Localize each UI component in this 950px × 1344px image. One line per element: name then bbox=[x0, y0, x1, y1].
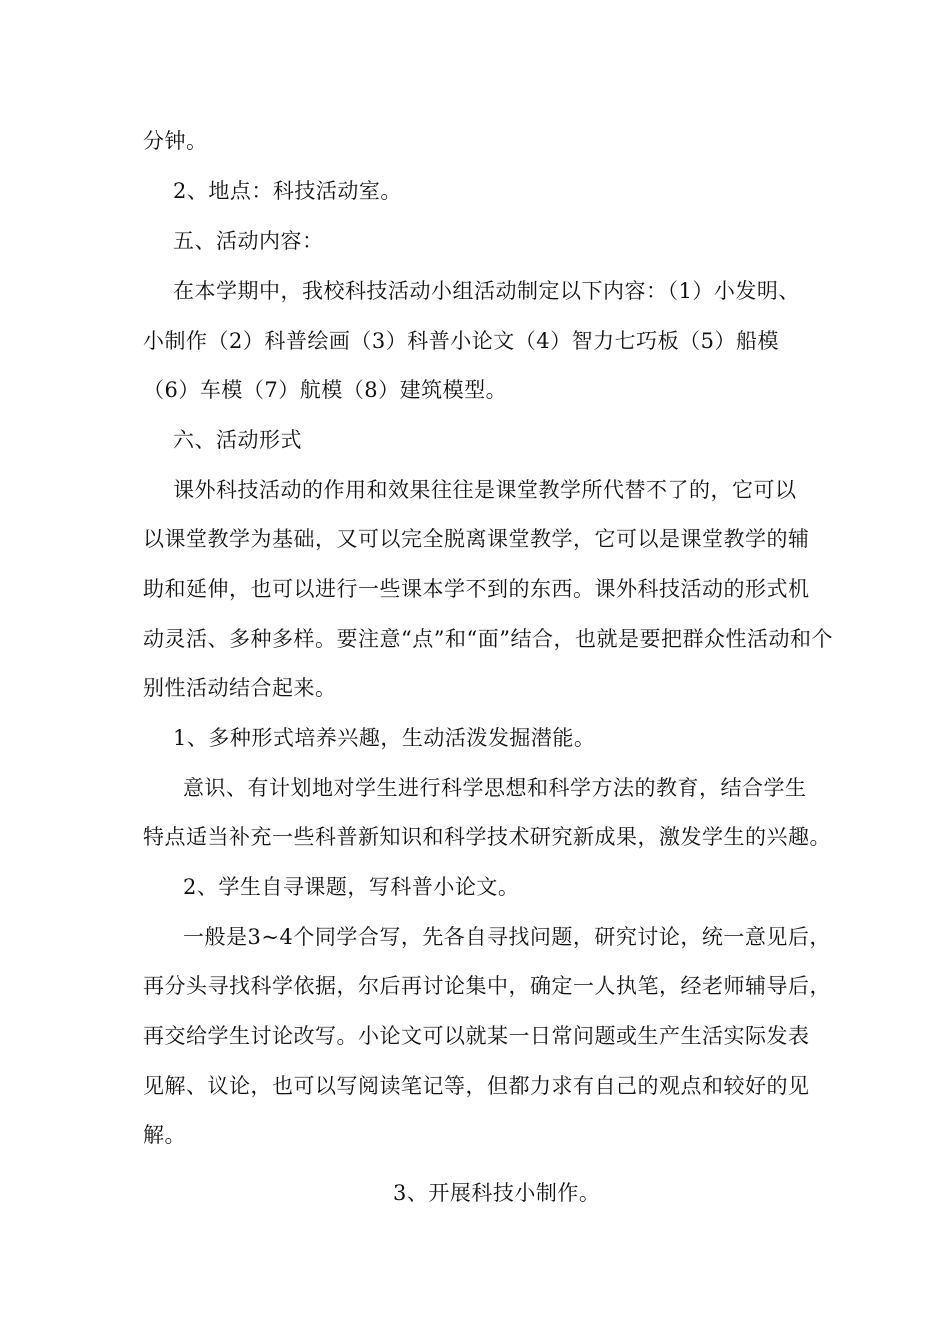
text-line-10: 助和延伸，也可以进行一些课本学不到的东西。课外科技活动的形式机 bbox=[143, 577, 810, 601]
text-line-22: 3、开展科技小制作。 bbox=[393, 1181, 601, 1205]
text-line-20: 见解、议论，也可以写阅读笔记等，但都力求有自己的观点和较好的见 bbox=[143, 1074, 810, 1098]
text-line-6: （6）车模（7）航模（8）建筑模型。 bbox=[143, 378, 508, 402]
text-line-3: 五、活动内容： bbox=[173, 229, 324, 253]
text-line-8: 课外科技活动的作用和效果往往是课堂教学所代替不了的，它可以 bbox=[173, 478, 797, 502]
text-line-2: 2、地点：科技活动室。 bbox=[173, 179, 402, 203]
text-line-18: 再分头寻找科学依据，尔后再讨论集中，确定一人执笔，经老师辅导后， bbox=[143, 974, 831, 998]
text-line-16: 2、学生自寻课题，写科普小论文。 bbox=[183, 875, 520, 899]
text-line-11: 动灵活、多种多样。要注意“点”和“面”结合，也就是要把群众性活动和个 bbox=[143, 627, 833, 651]
text-line-5: 小制作（2）科普绘画（3）科普小论文（4）智力七巧板（5）船模 bbox=[143, 329, 779, 353]
text-line-7: 六、活动形式 bbox=[173, 428, 302, 452]
text-line-13: 1、多种形式培养兴趣，生动活泼发掘潜能。 bbox=[173, 726, 596, 750]
text-line-19: 再交给学生讨论改写。小论文可以就某一日常问题或生产生活实际发表 bbox=[143, 1024, 810, 1048]
text-line-12: 别性活动结合起来。 bbox=[143, 676, 337, 700]
text-line-1: 分钟。 bbox=[143, 129, 208, 153]
text-line-21: 解。 bbox=[143, 1123, 186, 1147]
text-line-17: 一般是3~4个同学合写，先各自寻找问题，研究讨论，统一意见后， bbox=[183, 925, 831, 949]
text-line-9: 以课堂教学为基础，又可以完全脱离课堂教学，它可以是课堂教学的辅 bbox=[143, 527, 810, 551]
text-line-15: 特点适当补充一些科普新知识和科学技术研究新成果，激发学生的兴趣。 bbox=[143, 825, 831, 849]
text-line-4: 在本学期中，我校科技活动小组活动制定以下内容：（1）小发明、 bbox=[173, 279, 800, 303]
text-line-14: 意识、有计划地对学生进行科学思想和科学方法的教育，结合学生 bbox=[183, 776, 807, 800]
